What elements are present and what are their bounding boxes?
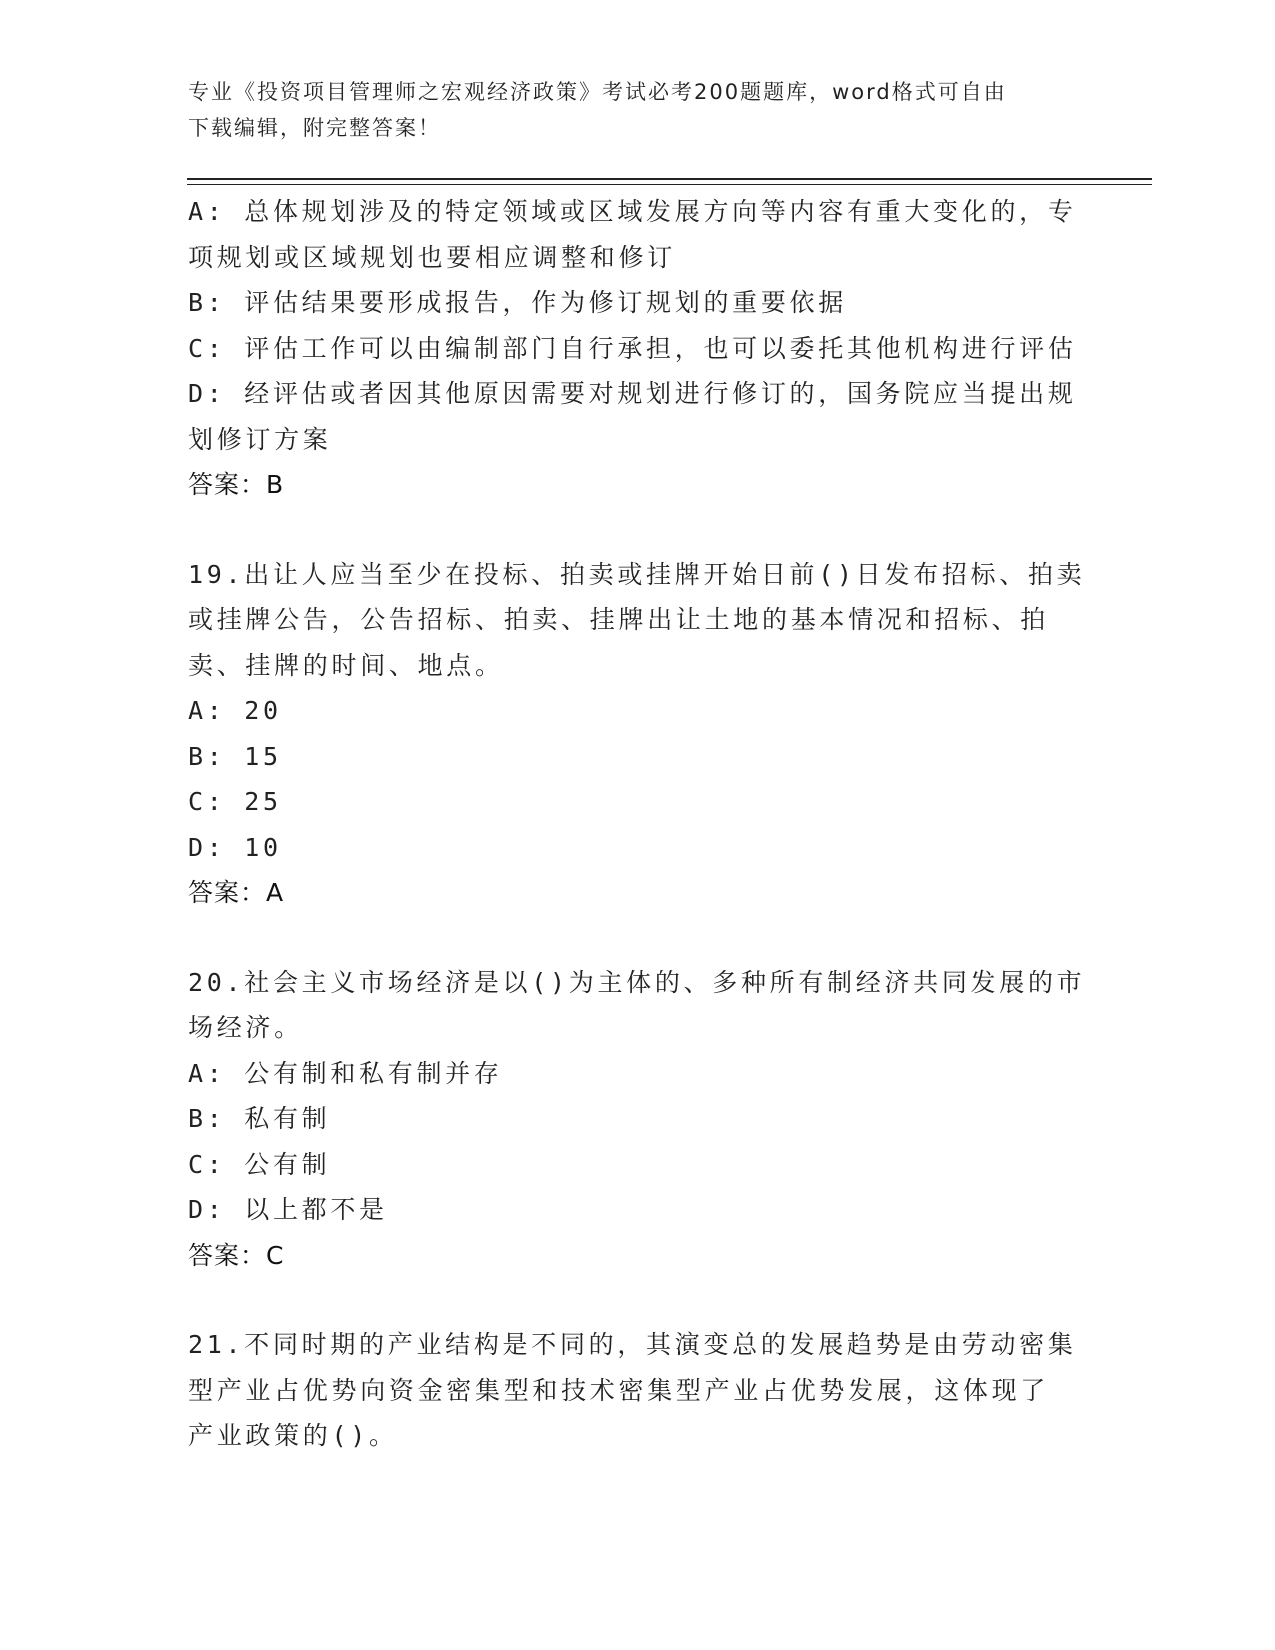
- option-d: D: 以上都不是: [188, 1195, 388, 1224]
- option-a-continued: 项规划或区域规划也要相应调整和修订: [188, 242, 676, 272]
- option-d: D: 10: [188, 832, 282, 862]
- spacer: [188, 1278, 1088, 1322]
- option-d-continued: 划修订方案: [188, 424, 332, 454]
- option-a: A: 总体规划涉及的特定领域或区域发展方向等内容有重大变化的，专: [188, 197, 1077, 226]
- option-b: B: 15: [188, 741, 282, 771]
- document-header: [188, 74, 1068, 146]
- option-c: C: 公有制: [188, 1149, 331, 1179]
- question-18-continued: [188, 189, 1088, 508]
- header-line-1: 专业《投资项目管理师之宏观经济政策》考试必考200题题库，word格式可自由: [188, 80, 1007, 104]
- answer-line: 答案：B: [188, 470, 285, 499]
- question-stem: 21.不同时期的产业结构是不同的，其演变总的发展趋势是由劳动密集: [188, 1330, 1077, 1359]
- question-stem-continued: 场经济。: [188, 1013, 303, 1042]
- answer-line: 答案：A: [188, 878, 285, 907]
- spacer: [188, 916, 1088, 960]
- option-a: A: 公有制和私有制并存: [188, 1058, 503, 1088]
- question-stem-continued: 产业政策的()。: [188, 1421, 398, 1450]
- header-divider-thick: [187, 178, 1152, 180]
- answer-line: 答案：C: [188, 1240, 285, 1270]
- question-21: [188, 1322, 1088, 1459]
- question-stem-continued: 型产业占优势向资金密集型和技术密集型产业占优势发展，这体现了: [188, 1375, 1050, 1405]
- option-b: B: 评估结果要形成报告，作为修订规划的重要依据: [188, 288, 847, 317]
- question-stem-continued: 卖、挂牌的时间、地点。: [188, 650, 504, 680]
- document-body: [188, 189, 1088, 1459]
- header-line-2: 下载编辑，附完整答案！: [188, 116, 441, 140]
- option-c: C: 25: [188, 787, 282, 816]
- question-stem-continued: 或挂牌公告，公告招标、拍卖、挂牌出让土地的基本情况和招标、拍: [188, 605, 1050, 634]
- option-b: B: 私有制: [188, 1104, 331, 1133]
- question-20: [188, 960, 1088, 1279]
- option-c: C: 评估工作可以由编制部门自行承担，也可以委托其他机构进行评估: [188, 333, 1077, 363]
- question-stem: 20.社会主义市场经济是以()为主体的、多种所有制经济共同发展的市: [188, 967, 1086, 997]
- question-stem: 19.出让人应当至少在投标、拍卖或挂牌开始日前()日发布招标、拍卖: [188, 559, 1086, 589]
- option-a: A: 20: [188, 696, 282, 725]
- option-d: D: 经评估或者因其他原因需要对规划进行修订的，国务院应当提出规: [188, 379, 1077, 408]
- header-divider-thin: [187, 184, 1152, 185]
- question-19: [188, 552, 1088, 916]
- spacer: [188, 508, 1088, 552]
